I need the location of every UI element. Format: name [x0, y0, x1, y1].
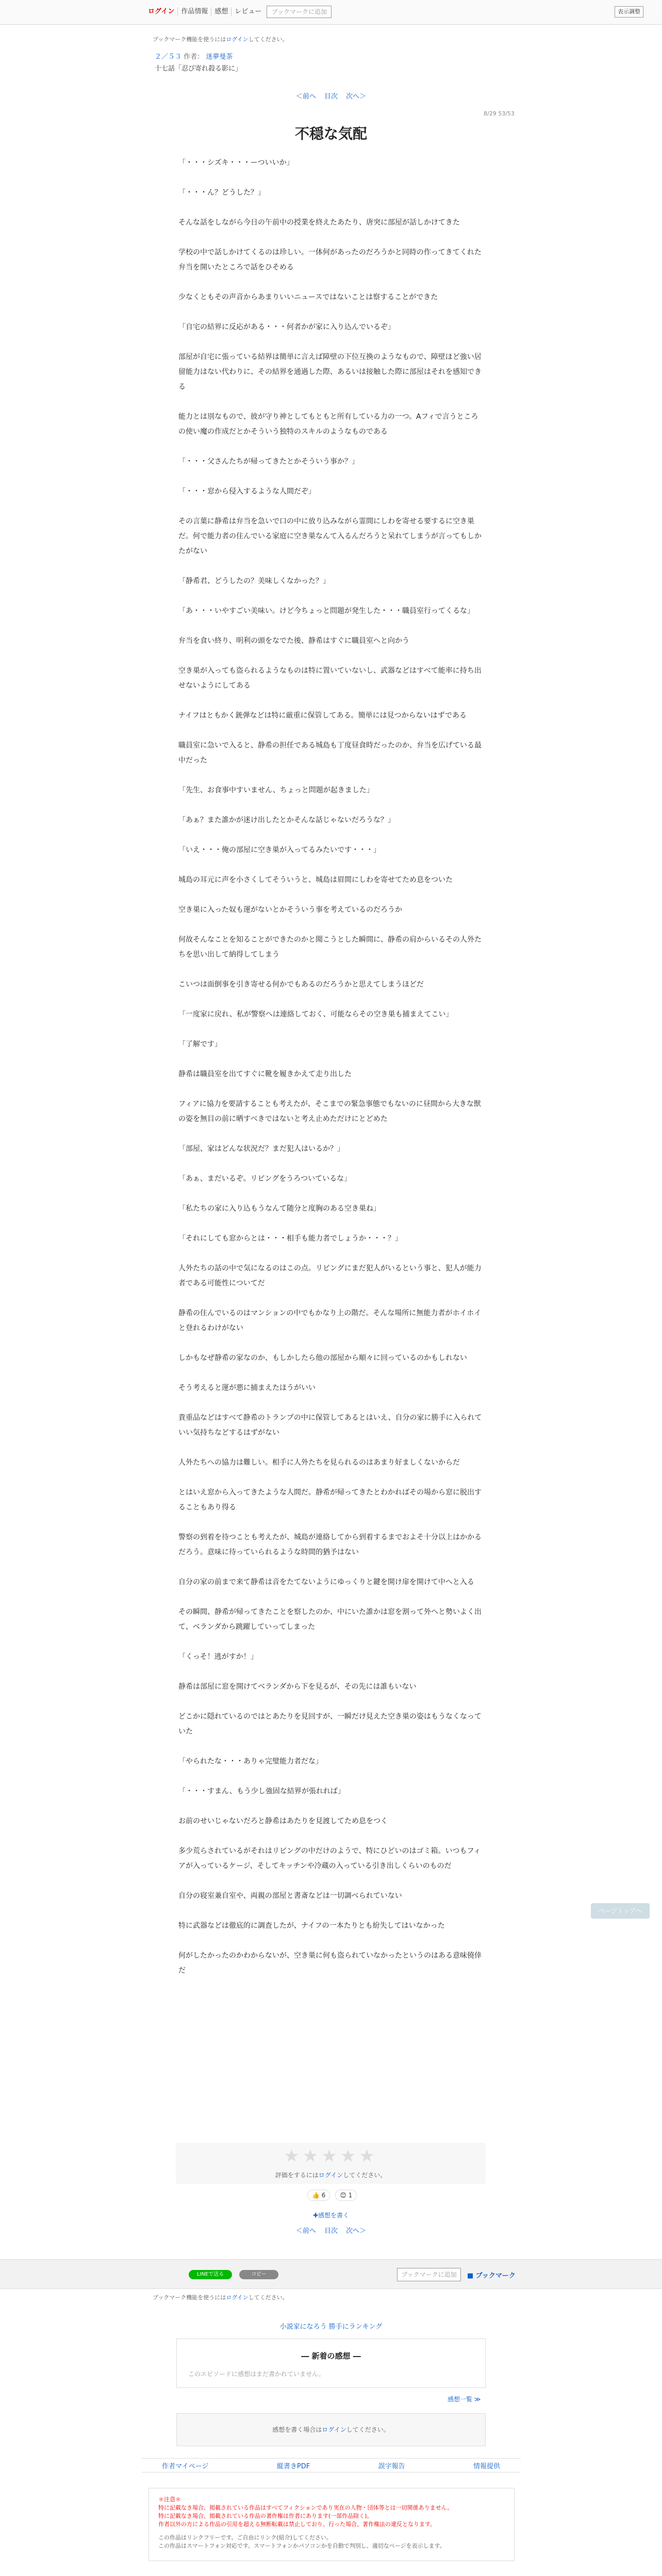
write-impression-link[interactable]: ✚感想を書く: [312, 2212, 350, 2219]
novel-paragraph: 「・・・ん？どうした？」: [178, 189, 265, 197]
rating-box: [176, 2143, 486, 2184]
next-link[interactable]: 次へ＞: [346, 93, 367, 100]
novel-paragraph: 「先生、お食事中すいません、ちょっと問題が起きました」: [178, 786, 374, 794]
novel-paragraph: 空き巣が入っても盗られるようなものは特に置いていないし、武器などはすべて能率に持ち出せないようにしてある: [178, 667, 482, 690]
novel-paragraph: 「・・・父さんたちが帰ってきたとかそういう事か？」: [178, 457, 359, 466]
notice2-login-link[interactable]: ログイン: [226, 2294, 249, 2301]
novel-paragraph: 部屋が自宅に張っている結界は簡単に言えば障壁の下位互換のようなもので、障壁ほど強い居留能力はない代わりに、その結界を通過した際、あるいは接触した際に部屋はそれを感知できる: [178, 353, 482, 391]
bookmark-login-notice-bottom: [153, 2293, 288, 2301]
typo-report-link[interactable]: 誤字報告: [378, 2462, 405, 2470]
novel-paragraph: その言葉に静希は弁当を急いで口の中に放り込みながら霊間にしわを寄せる要するに空き巣だ。何で能力者の住んでいる家庭に空き巣なんて入るんだろうと呆れてしまうが言ってもしかたがない: [178, 517, 482, 555]
novel-paragraph: その瞬間、静希が帰ってきたことを察したのか、中にいた誰かは窓を割って外へと勢いよく出て、ベランダから跳躍していってしまった: [178, 1608, 482, 1631]
top-navbar: [0, 0, 662, 25]
novel-paragraph: 「くっそ！逃がすか！」: [178, 1653, 258, 1661]
add-bookmark-button-bottom[interactable]: ブックマークに追加: [397, 2268, 461, 2281]
page-top-button[interactable]: ページトップへ: [591, 1903, 650, 1919]
notice-box: [148, 2488, 515, 2561]
novel-paragraph: お前のせいじゃないだろと静希はあたりを見渡してため息をつく: [178, 1817, 388, 1825]
novel-paragraph: 自分の家の前まで来て静希は音をたてないようにゆっくりと鍵を開け扉を開けて中へと入る: [178, 1578, 474, 1586]
novel-paragraph: ナイフはともかく銃弾などは特に厳重に保管してある。簡単には見つからないはずである: [178, 711, 467, 720]
author-label: 作者：: [184, 53, 204, 61]
write-impression-box: [176, 2413, 486, 2446]
write-box-text-end: してください。: [346, 2426, 390, 2433]
pager-top: [0, 91, 662, 100]
novel-paragraph: 「私たちの家に入り込もうなんて随分と度胸のある空き巣ね」: [178, 1205, 380, 1213]
novel-paragraph: こいつは面倒事を引き寄せる何かでもあるのだろうかと思えてしまうほどだ: [178, 980, 424, 989]
novel-paragraph: 静希の住んでいるのはマンションの中でもかなり上の階だ。そんな場所に無能力者がホイホイと登れるわけがない: [178, 1309, 482, 1332]
rating-stars[interactable]: ★★★★★: [284, 2146, 378, 2166]
novel-paragraph: 「あぁ？また誰かが迷け出したとかそんな話じゃないだろうな？」: [178, 816, 395, 824]
author-link[interactable]: 迷夢曼茶: [206, 53, 233, 61]
notice-text-end: してください。: [248, 36, 288, 43]
write-box-login-link[interactable]: ログイン: [322, 2426, 346, 2433]
novel-paragraph: 何故そんなことを知ることができたのかと聞こうとした瞬間に、静希の肩からいるその人外たちを思い出して納得してしまう: [178, 936, 482, 959]
novel-paragraph: 少なくともその声音からあまりいいニュースではないことは察することができた: [178, 293, 438, 301]
line-share-button[interactable]: LINEで送る: [189, 2270, 232, 2279]
rating-note-end: してください。: [343, 2172, 387, 2179]
novel-paragraph: 「静希君、どうしたの？美味しくなかった？」: [178, 577, 330, 585]
next-link-bottom[interactable]: 次へ＞: [346, 2227, 367, 2235]
notice-text: ブックマーク機能を使うには: [153, 36, 226, 43]
author-mypage-link[interactable]: 作者マイページ: [162, 2462, 209, 2470]
novel-paragraph: 人外たちへの協力は難しい。相手に人外たちを見られるのはあまり好ましくないからだ: [178, 1459, 460, 1467]
reactions: [307, 2190, 357, 2201]
rating-note: [176, 2171, 486, 2179]
novel-paragraph: 空き巣に入った奴も運がないとかそういう事を考えているのだろうか: [178, 906, 402, 914]
novel-paragraph: 「一度家に戻れ、私が警察へは連絡しておく、可能ならその空き巣も捕まえてこい」: [178, 1010, 453, 1019]
episode-count: 8/29 53/53: [484, 110, 515, 117]
novel-paragraph: 静希は職員室を出てすぐに靴を履きかえて走り出した: [178, 1070, 352, 1078]
prev-link-bottom[interactable]: ＜前へ: [295, 2227, 316, 2235]
novel-paragraph: 警察の到着を待つことも考えたが、城島が連絡してから到着するまでおよそ十分以上はかかるだろう。意味に待っていられるような時間的猶予はない: [178, 1533, 482, 1556]
display-settings-button[interactable]: 表示調整: [615, 6, 643, 18]
novel-paragraph: 「あ・・・いやすごい美味い。けど今ちょっと問題が発生した・・・職員室行ってくるな」: [178, 607, 474, 615]
pager-bottom: [0, 2225, 662, 2235]
work-info-link[interactable]: 作品情報: [178, 7, 211, 16]
novel-paragraph: 貴重品などはすべて静希のトランプの中に保管してあるとはいえ、自分の家に勝手に入られていい気持ちなどするはずがない: [178, 1414, 482, 1437]
novel-paragraph: 「・・・窓から侵入するような人間だぞ」: [178, 487, 316, 496]
chapter-group-title: 十七話「忍び寄れ殺る影に」: [155, 65, 242, 73]
novel-paragraph: 「いえ・・・俺の部屋に空き巣が入ってるみたいです・・・」: [178, 846, 380, 854]
notice-line-3: 作者以外の方による作品の引用を超える無断転載は禁止しており、行った場合、著作権法の違反となります。: [158, 2521, 436, 2528]
novel-paragraph: とはいえ窓から入ってきたような人間だ。静希が帰ってきたとわかればその場から窓に脱出することもあり得る: [178, 1488, 482, 1512]
like-reaction[interactable]: 👍 6: [307, 2190, 330, 2201]
impressions-list-link[interactable]: 感想一覧 ≫: [448, 2396, 481, 2403]
novel-paragraph: 「・・・すまん、もう少し強固な結界が張れれば」: [178, 1787, 345, 1795]
notice-line-2: 特に記載なき場合、掲載されている作品の著作権は作者にあります(一部作品除く)。: [158, 2513, 373, 2519]
episode-number[interactable]: ２／５３: [155, 53, 182, 61]
impressions-heading: ― 新着の感想 ―: [301, 2351, 361, 2361]
bookmark-login-notice: [153, 35, 288, 43]
novel-paragraph: 人外たちの話の中で気になるのはこの点。リビングにまだ犯人がいるという事と、犯人が能力者である可能性についてだ: [178, 1264, 482, 1287]
novel-paragraph: 「それにしても窓からとは・・・相手も能力者でしょうか・・・？」: [178, 1234, 402, 1243]
notice-line-4: この作品はリンクフリーです。ご自由にリンク(紹介)してください。: [158, 2534, 332, 2541]
notice-login-link[interactable]: ログイン: [226, 36, 249, 43]
notice-line-1: 特に記載なき場合、掲載されている作品はすべてフィクションであり実在の人物・団体等とは一切関係ありません。: [158, 2504, 453, 2511]
notice-title: ＊注意＊: [158, 2496, 181, 2503]
novel-paragraph: 弁当を食い終り、明利の頭をなでた後、静希はすぐに職員室へと向かう: [178, 637, 409, 645]
novel-paragraph: 能力とは別なもので、彼が守り神としてもともと所有している力の一つ。Aフィで言うところの使い魔の作成だとかそういう独特のスキルのようなものである: [178, 413, 478, 436]
novel-paragraph: 「あぁ、まだいるぞ。リビングをうろついているな」: [178, 1175, 352, 1183]
index-link-bottom[interactable]: 目次: [324, 2227, 338, 2235]
novel-paragraph: 何がしたかったのかわからないが、空き巣に何も盗られていなかったというのはある意味僥倖だ: [178, 1952, 482, 1975]
notice2-text: ブックマーク機能を使うには: [153, 2294, 226, 2301]
copy-button[interactable]: コピー: [239, 2270, 278, 2279]
novel-paragraph: どこかに隠れているのではとあたりを見回すが、一瞬だけ見えた空き巣の姿はもうなくなっていた: [178, 1713, 482, 1736]
novel-paragraph: 学校の中で話しかけてくるのは珍しい。一体何があったのだろうかと同時の作ってきてくれた弁当を開いたところで話をひそめる: [178, 248, 482, 272]
write-box-text: 感想を書く場合は: [272, 2426, 322, 2433]
bookmark-link[interactable]: ■ ブックマーク: [467, 2272, 516, 2280]
novel-paragraph: そう考えると運が悪に捕まえたほうがいい: [178, 1384, 316, 1392]
impressions-link[interactable]: 感想: [211, 7, 231, 16]
prev-link[interactable]: ＜前へ: [295, 93, 316, 100]
notice2-text-end: してください。: [248, 2294, 288, 2301]
novel-paragraph: フィアに協力を要請することも考えたが、そこまでの緊急事態でもないのに昼間から大きな獣の姿を無目の前に晒すべきではないと考え止めただけにとどめた: [178, 1100, 481, 1123]
info-report-link[interactable]: 情報提供: [473, 2462, 500, 2470]
novel-paragraph: そんな話をしながら今日の午前中の授業を終えたあたり、唐突に部屋が話しかけてきた: [178, 218, 460, 227]
login-link[interactable]: ログイン: [145, 7, 178, 16]
smile-reaction[interactable]: 😊 1: [335, 2190, 357, 2201]
novel-paragraph: 城島の耳元に声を小さくしてそういうと、城島は眉間にしわを寄せてため息をついた: [178, 876, 453, 884]
novel-paragraph: 「・・・シズキ・・・ーついいか」: [178, 159, 294, 167]
add-bookmark-button[interactable]: ブックマークに追加: [267, 6, 332, 18]
novel-body: [178, 156, 485, 1993]
novel-paragraph: しかもなぜ静希の家なのか、もしかしたら他の部屋から順々に回っているのかもしれない: [178, 1354, 467, 1362]
footer-links: [141, 2458, 521, 2472]
impressions-empty: このエピソードに感想はまだ書かれていません。: [188, 2370, 325, 2378]
ranking-link[interactable]: 小説家になろう 勝手にランキング: [279, 2323, 383, 2331]
novel-paragraph: 自分の寝室兼自室や、両親の部屋と書斎などは一切調べられていない: [178, 1892, 402, 1900]
review-link[interactable]: レビュー: [235, 8, 262, 15]
rating-login-link[interactable]: ログイン: [318, 2172, 343, 2179]
novel-paragraph: 「自宅の結界に反応がある・・・何者かが家に入り込んでいるぞ」: [178, 323, 395, 331]
novel-paragraph: 職員室に急いで入ると、静希の担任である城島も丁度昼食時だったのか、弁当を広げている最中だった: [178, 741, 482, 765]
novel-paragraph: 特に武器などは徹底的に調査したが、ナイフの一本たりとも紛失してはいなかった: [178, 1922, 445, 1930]
novel-paragraph: 「了解です」: [178, 1040, 222, 1048]
novel-paragraph: 静希は部屋に窓を開けてベランダから下を見るが、その先には誰もいない: [178, 1683, 417, 1691]
share-bar: [0, 2259, 662, 2289]
series-info: [155, 53, 233, 62]
index-link[interactable]: 目次: [324, 93, 338, 100]
rating-note-text: 評価をするには: [275, 2172, 319, 2179]
novel-paragraph: 「やられたな・・・ありゃ完璧能力者だな」: [178, 1757, 323, 1766]
novel-paragraph: 多少荒らされているがそれはリビングの中だけのようで、特にひどいのはゴミ箱。いつもフィアが入っているケージ、そしてキッチンや冷蔵の入っている引き出しくらいのものだ: [178, 1847, 481, 1870]
novel-paragraph: 「部屋、家はどんな状況だ？まだ犯人はいるか？」: [178, 1145, 344, 1153]
notice-line-5: この作品はスマートフォン対応です。スマートフォンかパソコンかを自動で判別し、適切なページを表示します。: [158, 2543, 445, 2549]
vertical-pdf-link[interactable]: 縦書きPDF: [276, 2462, 310, 2470]
chapter-title: 不穏な気配: [294, 125, 367, 142]
new-impressions-box: [176, 2338, 486, 2388]
